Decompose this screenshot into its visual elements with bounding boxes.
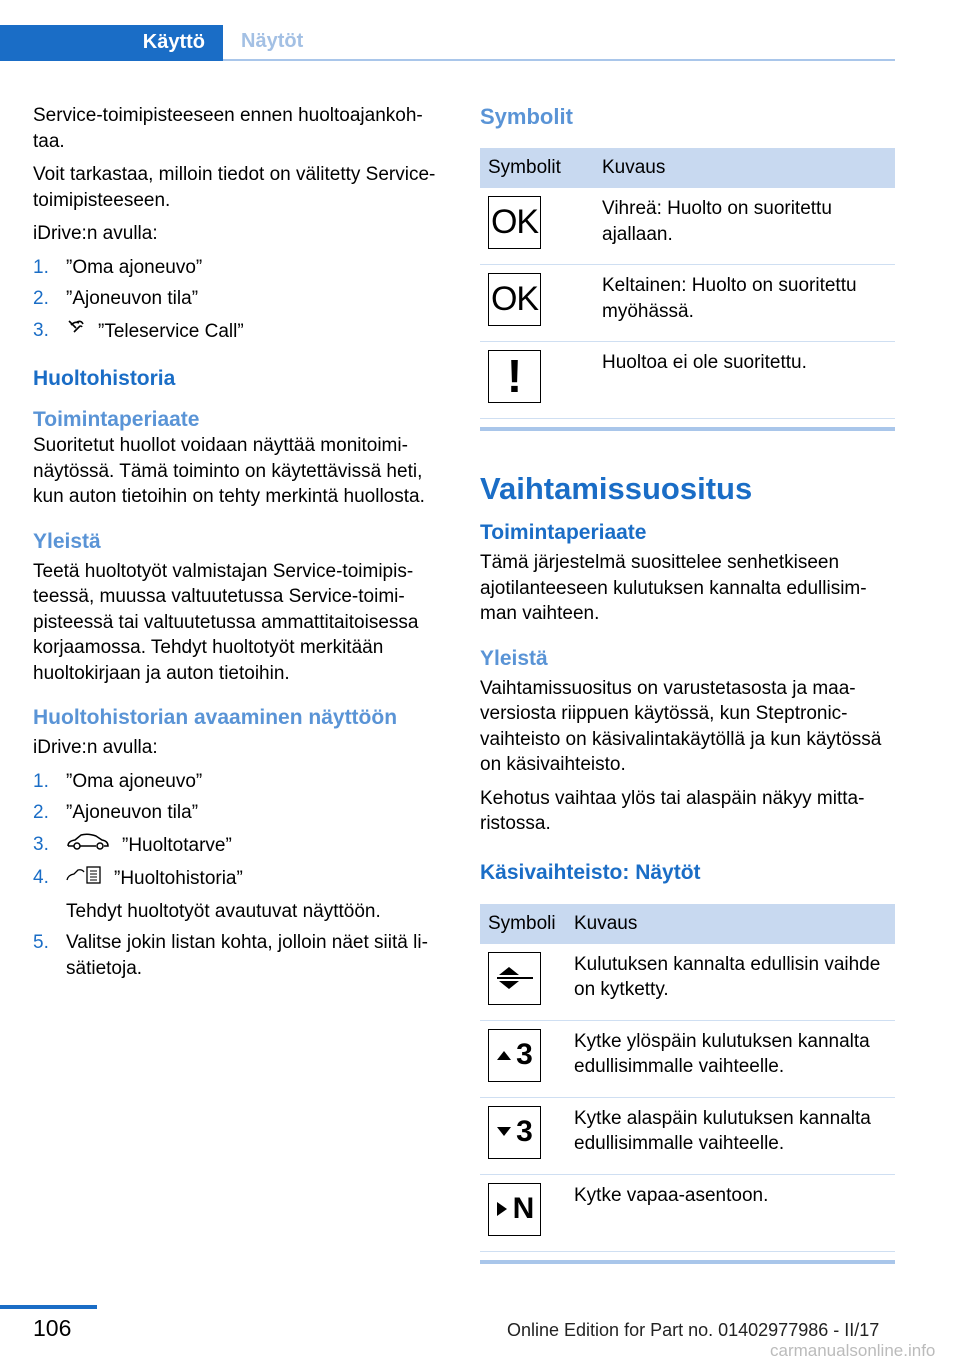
paragraph: Voit tarkastaa, milloin tiedot on välitetty Service-toimipisteeseen. [33,164,436,211]
symbol-cell [480,1174,566,1251]
heading-yleista: Yleistä [480,646,548,670]
list-item [33,286,445,312]
step-text: ”Ajoneuvon tila” [66,802,199,823]
step-number: 3. [33,319,49,341]
heading-avaaminen: Huoltohistorian avaaminen näyttöön [33,706,398,729]
step-text: ”Ajoneuvon tila” [66,288,199,309]
exclamation-icon: ! [488,350,541,403]
step-list [33,255,445,346]
tab-kaytto[interactable]: Käyttö [0,25,223,61]
neutral-icon [488,1183,541,1236]
paragraph: Kehotus vaihtaa ylös tai alaspäin näkyy mittaristossa. [480,787,865,834]
heading-yleista: Yleistä [33,529,101,553]
step-number: 2. [33,802,49,823]
paragraph: Service-toimipisteeseen ennen huoltoajankohtaa. [33,105,423,152]
page-number: 106 [33,1315,72,1341]
symbol-cell [480,342,594,419]
table-row [480,1174,895,1251]
step-subtext: Tehdyt huoltotyöt avautuvat näyttöön. [66,900,381,922]
table-row [480,265,895,342]
shift-down-icon [488,1106,541,1159]
paragraph: iDrive:n avulla: [33,223,158,244]
list-item [33,769,445,795]
table-row [480,1020,895,1097]
service-history-icon [66,865,102,893]
tab-naytot[interactable]: Näytöt [223,25,895,61]
heading-symbolit: Symbolit [480,104,573,129]
list-item [33,255,445,281]
table-row [480,1097,895,1174]
step-text: Valitse jokin listan kohta, jolloin näet siitä lisätietoja. [66,932,428,979]
heading-toimintaperiaate: Toimintaperiaate [480,521,647,544]
heading-kasivaihteisto: Käsivaihteisto: Näytöt [480,860,701,884]
paragraph: iDrive:n avulla: [33,737,158,758]
description-cell: Kytke alaspäin kulutuksen kannalta edullisimmalle vaihteelle. [566,1097,895,1174]
column-header: Symbolit [480,148,594,188]
column-header: Kuvaus [594,148,895,188]
car-icon [66,832,110,860]
step-text: ”Oma ajoneuvo” [66,256,203,278]
teleservice-icon [66,318,86,346]
description-cell: Keltainen: Huolto on suoritettu myöhässä. [594,265,895,342]
table-header-row [480,904,895,944]
symbol-cell [480,188,594,265]
list-item [33,318,445,346]
heading-huoltohistoria: Huoltohistoria [33,367,176,390]
heading-vaihtamissuositus: Vaihtamissuositus [480,471,753,506]
description-cell: Kytke vapaa-asentoon. [566,1174,895,1251]
step-item [66,318,445,346]
step-number: 5. [33,932,49,953]
step-list [33,769,445,982]
heading-toimintaperiaate: Toimintaperiaate [33,408,200,431]
step-text: ”Teleservice Call” [98,320,244,342]
gear-letter: N [512,1192,535,1226]
paragraph: Vaihtamissuositus on varustetasosta ja maaversiosta riippuen käytössä, kun Steptronic-vaihteisto on käsivalintakäytöllä ja kun käytössä on käsivaihteisto. [480,677,882,775]
paragraph: Suoritetut huollot voidaan näyttää monitoiminäytössä. Tämä toiminto on käytettävissä heti, kun auton tietoihin on tehty merkintä huollosta. [33,435,425,507]
shift-up-icon [488,1029,541,1082]
step-number: 1. [33,770,49,792]
paragraph: Tämä järjestelmä suosittelee senhetkiseen ajotilanteeseen kulutuksen kannalta edullisimman vaihteen. [480,552,867,624]
paragraph: Teetä huoltotyöt valmistajan Service-toimipisteessä, muussa valtuutetussa Service-toimipisteessä tai valtuutetussa ammattitaitoisessa korjaamossa. Tehdyt huoltotyöt merkitään huoltokirjaan ja auton tietoihin. [33,560,419,684]
symbol-cell [480,1097,566,1174]
step-number: 2. [33,288,49,309]
step-number: 3. [33,833,49,855]
table-divider [480,427,895,431]
step-item [66,832,445,860]
column-header: Kuvaus [566,904,895,944]
gear-number: 3 [516,1115,533,1149]
table-row [480,188,895,265]
column-header: Symboli [480,904,566,944]
left-column [33,103,445,987]
step-text: ”Huoltotarve” [122,834,232,856]
step-number: 4. [33,867,49,888]
table-divider [480,1260,895,1264]
symbol-cell [480,265,594,342]
table-header-row [480,148,895,188]
step-text: ”Oma ajoneuvo” [66,770,203,792]
footer-accent-line [0,1305,97,1309]
description-cell: Huoltoa ei ole suoritettu. [594,342,895,419]
ok-yellow-symbol: OK [488,273,541,326]
header-tabs [0,0,960,62]
list-item [33,865,445,924]
table-row [480,944,895,1021]
watermark: carmanualsonline.info [770,1341,936,1360]
symbol-cell [480,944,566,1021]
gear-number: 3 [516,1038,533,1072]
list-item [33,930,445,981]
service-symbols-table [480,148,895,419]
ok-green-symbol: OK [488,196,541,249]
step-item [66,865,445,924]
description-cell: Vihreä: Huolto on suoritettu ajallaan. [594,188,895,265]
description-cell: Kytke ylöspäin kulutuksen kannalta edullisimmalle vaihteelle. [566,1020,895,1097]
table-row [480,342,895,419]
optimal-gear-icon [488,952,541,1005]
right-column [480,103,895,1264]
gear-symbols-table [480,904,895,1252]
step-number: 1. [33,256,49,278]
edition-text: Online Edition for Part no. 01402977986 - II/17 [507,1320,880,1340]
symbol-cell [480,1020,566,1097]
step-text: ”Huoltohistoria” [114,867,243,889]
list-item [33,800,445,826]
description-cell: Kulutuksen kannalta edullisin vaihde on kytketty. [566,944,895,1021]
list-item [33,832,445,860]
